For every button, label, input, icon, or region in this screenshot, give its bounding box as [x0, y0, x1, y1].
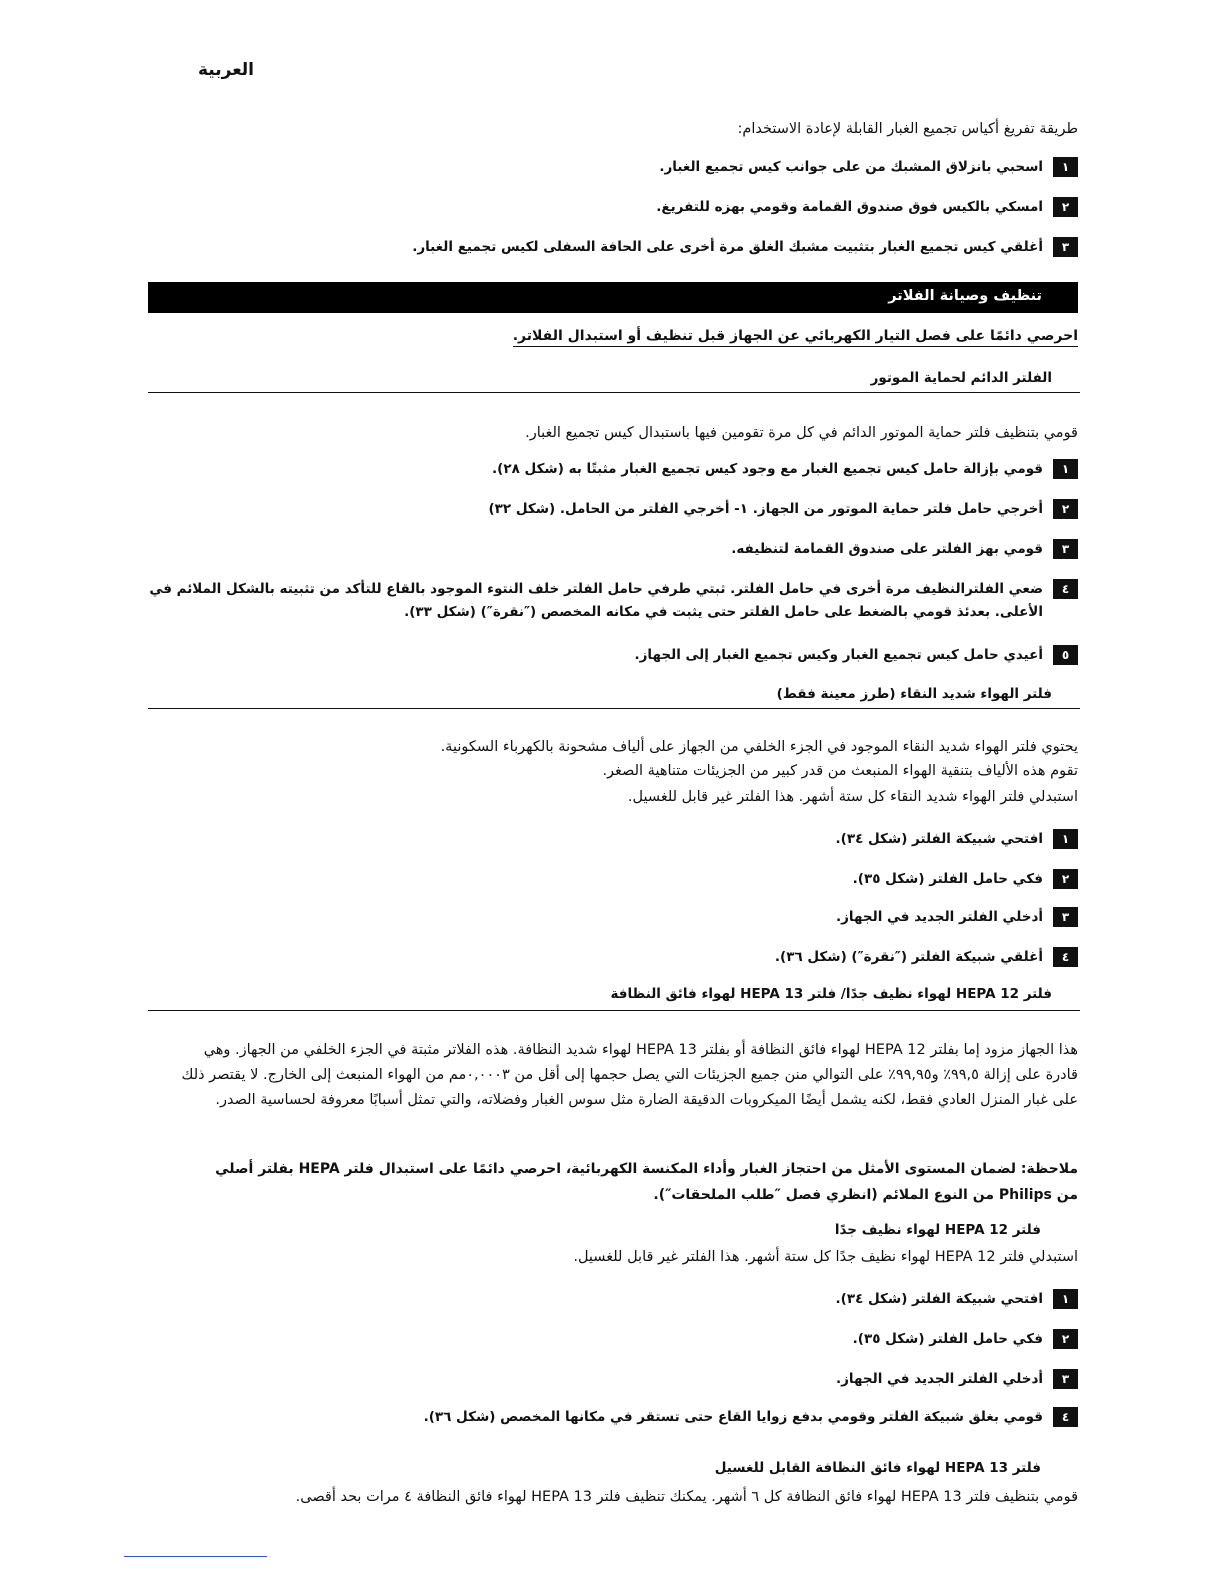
list-item — [148, 538, 1078, 561]
step-text: امسكي بالكيس فوق صندوق القمامة وقومي بهزه للتفريغ. — [656, 199, 1043, 215]
super-clean-heading: فلتر الهواء شديد النقاء (طرز معينة فقط) — [776, 686, 1052, 702]
reusable-bag-intro: طريقة تفريغ أكياس تجميع الغبار القابلة لإعادة الاستخدام: — [737, 121, 1078, 137]
list-item — [148, 946, 1078, 969]
step-number: ٣ — [1053, 907, 1078, 927]
step-text: أغلقي كيس تجميع الغبار بتثبيت مشبك الغلق مرة أخرى على الحافة السفلى لكيس تجميع الغبار. — [412, 239, 1043, 255]
list-item — [148, 156, 1078, 179]
list-item — [148, 828, 1078, 851]
list-item — [148, 1288, 1078, 1311]
step-text: أغلقي شبيكة الفلتر (″نقرة″) (شكل ٣٦). — [774, 949, 1043, 965]
step-number: ٤ — [1053, 579, 1078, 599]
language-label: العربية — [198, 60, 255, 80]
divider — [148, 708, 1080, 709]
list-item — [148, 1406, 1078, 1429]
warning-text: احرصي دائمًا على فصل التيار الكهربائي عن الجهاز قبل تنظيف أو استبدال الفلاتر. — [513, 328, 1078, 347]
list-item — [148, 236, 1078, 259]
hepa13-text: قومي بتنظيف فلتر HEPA 13 لهواء فائق النظافة كل ٦ أشهر. يمكنك تنظيف فلتر HEPA 13 لهواء فائق النظافة ٤ مرات بحد أقصى. — [295, 1489, 1078, 1505]
list-item — [148, 1328, 1078, 1351]
list-item — [148, 1368, 1078, 1391]
step-number: ٢ — [1053, 197, 1078, 217]
hepa12-text: استبدلي فلتر HEPA 12 لهواء نظيف جدًا كل ستة أشهر. هذا الفلتر غير قابل للغسيل. — [573, 1249, 1078, 1265]
hepa13-heading: فلتر HEPA 13 لهواء فائق النظافة القابل للغسيل — [714, 1460, 1041, 1476]
step-text: أخرجي حامل فلتر حماية الموتور من الجهاز. ١- أخرجي الفلتر من الحامل. (شكل ٣٢) — [488, 501, 1043, 517]
motor-filter-heading: الفلتر الدائم لحماية الموتور — [870, 370, 1052, 386]
step-number: ٣ — [1053, 539, 1078, 559]
divider — [148, 392, 1080, 393]
super-clean-line: تقوم هذه الألياف بتنقية الهواء المنبعث من قدر كبير من الجزيئات متناهية الصغر. — [602, 763, 1078, 779]
list-item — [148, 196, 1078, 219]
step-text: أعيدي حامل كيس تجميع الغبار وكيس تجميع الغبار إلى الجهاز. — [634, 647, 1043, 663]
super-clean-line: استبدلي فلتر الهواء شديد النقاء كل ستة أشهر. هذا الفلتر غير قابل للغسيل. — [627, 789, 1078, 805]
step-text: فكي حامل الفلتر (شكل ٣٥). — [852, 871, 1043, 887]
step-number: ٢ — [1053, 869, 1078, 889]
list-item — [148, 644, 1078, 667]
list-item — [148, 458, 1078, 481]
step-number: ٣ — [1053, 237, 1078, 257]
step-number: ١ — [1053, 1289, 1078, 1309]
step-number: ٥ — [1053, 645, 1078, 665]
step-number: ١ — [1053, 829, 1078, 849]
step-text: قومي بغلق شبيكة الفلتر وقومي بدفع زوايا القاع حتى تستقر في مكانها المخصص (شكل ٣٦). — [423, 1409, 1043, 1425]
step-text: اسحبي بانزلاق المشبك من على جوانب كيس تجميع الغبار. — [659, 159, 1043, 175]
list-item — [148, 906, 1078, 929]
hepa-paragraph: هذا الجهاز مزود إما بفلتر HEPA 12 لهواء فائق النظافة أو بفلتر HEPA 13 لهواء شديد النظافة. هذه الفلاتر مثبتة في الجزء الخلفي من الجهاز. وهي قادرة على إزالة ٩٩,٥٪ و٩٩,٩٥٪ على التوالي منن جميع الجزيئات التي يصل حجمها إلى أقل من ٠,٠٠٠٣مم من الهواء المنبعث إلى الخارج. لا يقتصر ذلك على غبار المنزل العادي فقط، لكنه يشمل أيضًا الميكروبات الدقيقة الضارة مثل سوس الغبار وفضلاته، والتي تمثل أسبابًا معروفة لحساسية الصدر. — [181, 1042, 1078, 1108]
list-item — [148, 578, 1078, 624]
step-text: ضعي الفلترالنظيف مرة أخرى في حامل الفلتر. ثبتي طرفي حامل الفلتر خلف النتوء الموجود بالقاع للتأكد من تثبيته بالشكل الملائم في الأعلى. بعدئذ قومي بالضغط على حامل الفلتر حتى يثبت في مكانه المخصص (″نقرة″) (شكل ٣٣). — [149, 581, 1043, 620]
hepa-heading: فلتر HEPA 12 لهواء نظيف جدًا/ فلتر HEPA 13 لهواء فائق النظافة — [610, 986, 1052, 1002]
hepa12-heading: فلتر HEPA 12 لهواء نظيف جدًا — [834, 1222, 1041, 1238]
step-number: ٢ — [1053, 499, 1078, 519]
step-number: ٣ — [1053, 1369, 1078, 1389]
section-title: تنظيف وصيانة الفلاتر — [888, 288, 1042, 304]
footer-rule — [124, 1556, 267, 1557]
list-item — [148, 498, 1078, 521]
divider — [148, 1010, 1080, 1011]
step-text: أدخلي الفلتر الجديد في الجهاز. — [836, 1371, 1043, 1387]
step-text: افتحي شبيكة الفلتر (شكل ٣٤). — [835, 1291, 1043, 1307]
step-text: افتحي شبيكة الفلتر (شكل ٣٤). — [835, 831, 1043, 847]
hepa-note: ملاحظة: لضمان المستوى الأمثل من احتجاز الغبار وأداء المكنسة الكهربائية، احرصي دائمًا على استبدال فلتر HEPA بفلتر أصلي من Philips من النوع الملائم (انظري فصل ″طلب الملحقات″). — [215, 1161, 1078, 1203]
step-number: ١ — [1053, 459, 1078, 479]
step-number: ١ — [1053, 157, 1078, 177]
list-item — [148, 868, 1078, 891]
step-text: فكي حامل الفلتر (شكل ٣٥). — [852, 1331, 1043, 1347]
step-number: ٤ — [1053, 947, 1078, 967]
step-text: أدخلي الفلتر الجديد في الجهاز. — [836, 909, 1043, 925]
section-header-bar — [148, 282, 1078, 313]
step-number: ٢ — [1053, 1329, 1078, 1349]
step-text: قومي بهز الفلتر على صندوق القمامة لتنظيفه. — [731, 541, 1043, 557]
step-text: قومي بإزالة حامل كيس تجميع الغبار مع وجود كيس تجميع الغبار مثبتًا به (شكل ٢٨). — [492, 461, 1043, 477]
motor-filter-intro: قومي بتنظيف فلتر حماية الموتور الدائم في كل مرة تقومين فيها باستبدال كيس تجميع الغبار. — [525, 425, 1078, 441]
step-number: ٤ — [1053, 1407, 1078, 1427]
super-clean-line: يحتوي فلتر الهواء شديد النقاء الموجود في الجزء الخلفي من الجهاز على ألياف مشحونة بالكهرباء السكونية. — [440, 739, 1078, 755]
